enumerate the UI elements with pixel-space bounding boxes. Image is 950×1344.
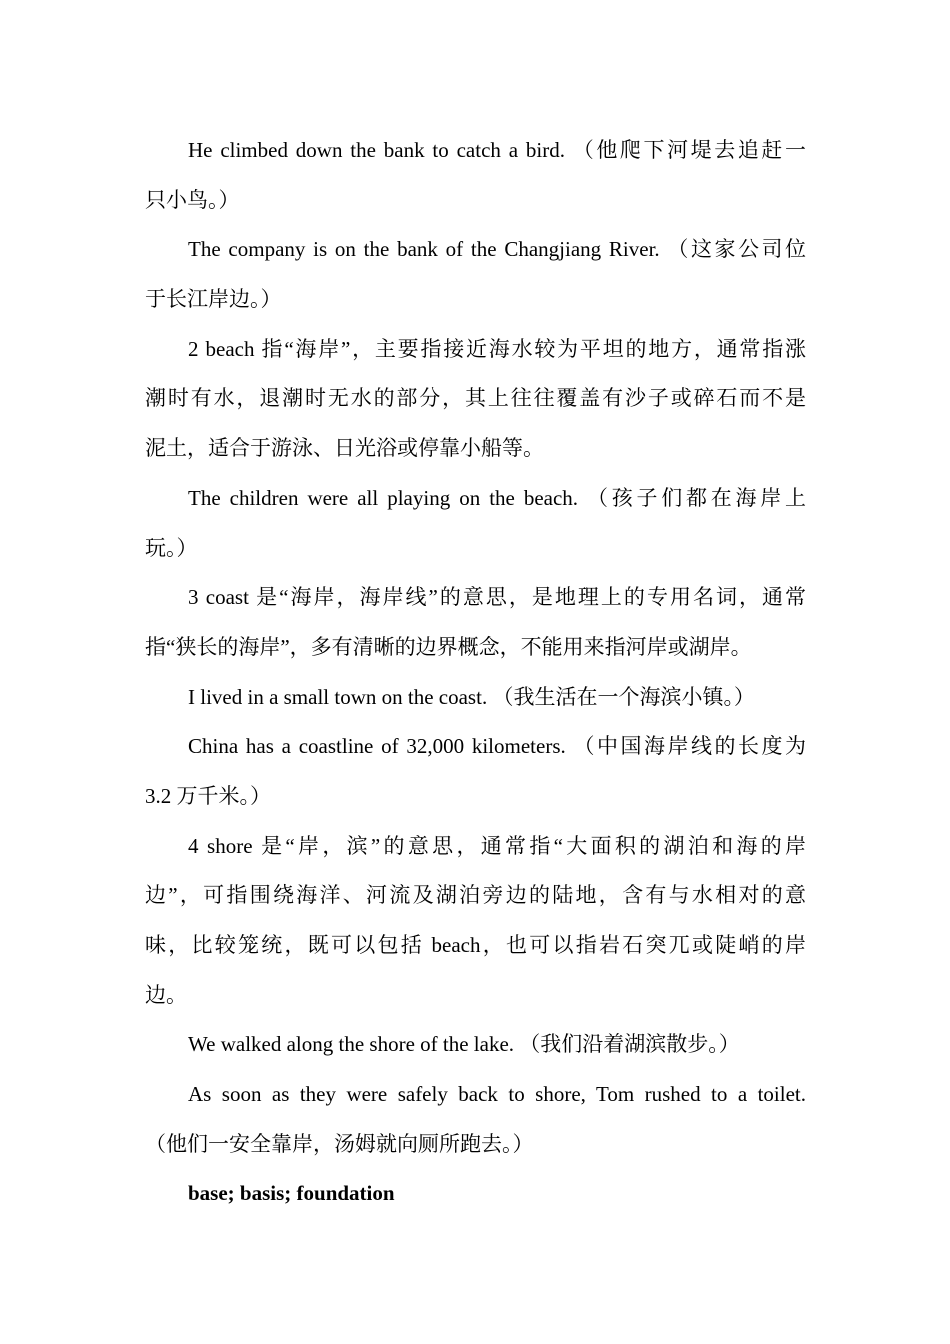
paragraph bbox=[145, 722, 806, 821]
paragraph bbox=[145, 822, 806, 1021]
paragraph bbox=[145, 1020, 806, 1070]
text-line: 潮时有水，退潮时无水的部分，其上往往覆盖有沙子或碎石而不是 bbox=[145, 386, 806, 411]
text-line: 指“狭长的海岸”，多有清晰的边界概念，不能用来指河岸或湖岸。 bbox=[145, 634, 752, 659]
text-line: 边”，可指围绕海洋、河流及湖泊旁边的陆地，含有与水相对的意 bbox=[145, 883, 806, 908]
paragraph bbox=[145, 474, 806, 573]
document-page bbox=[145, 126, 806, 1219]
paragraph bbox=[145, 673, 806, 723]
text-line: 泥土，适合于游泳、日光浴或停靠小船等。 bbox=[145, 436, 544, 461]
text-line: He climbed down the bank to catch a bird. （他爬下河堤去追赶一 bbox=[188, 138, 806, 162]
paragraph bbox=[145, 573, 806, 672]
text-line: （他们一安全靠岸，汤姆就向厕所跑去。） bbox=[145, 1131, 534, 1156]
paragraph bbox=[145, 1070, 806, 1169]
text-line: 4 shore 是“岸，滨”的意思，通常指“大面积的湖泊和海的岸 bbox=[188, 833, 806, 858]
paragraph bbox=[145, 126, 806, 225]
text-line: I lived in a small town on the coast. （我生活在一个海滨小镇。） bbox=[188, 684, 755, 709]
text-line: 玩。） bbox=[145, 535, 198, 560]
text-line: China has a coastline of 32,000 kilometers. （中国海岸线的长度为 bbox=[188, 734, 806, 759]
text-line: The company is on the bank of the Changjiang River. （这家公司位 bbox=[188, 237, 806, 262]
text-line: 于长江岸边。） bbox=[145, 287, 282, 312]
text-line: 边。 bbox=[145, 982, 187, 1007]
text-line: base; basis; foundation bbox=[188, 1181, 395, 1206]
paragraph bbox=[145, 325, 806, 474]
paragraph bbox=[145, 225, 806, 324]
section-heading bbox=[145, 1169, 806, 1219]
text-line: 2 beach 指“海岸”，主要指接近海水较为平坦的地方，通常指涨 bbox=[188, 336, 806, 361]
text-line: 3 coast 是“海岸，海岸线”的意思，是地理上的专用名词，通常 bbox=[188, 585, 806, 610]
text-line: 只小鸟。） bbox=[145, 187, 240, 212]
text-line: As soon as they were safely back to shore, Tom rushed to a toilet. bbox=[188, 1082, 806, 1107]
text-line: 味，比较笼统，既可以包括 beach，也可以指岩石突兀或陡峭的岸 bbox=[145, 933, 806, 957]
text-line: We walked along the shore of the lake. （我们沿着湖滨散步。） bbox=[188, 1032, 740, 1057]
text-line: The children were all playing on the beach. （孩子们都在海岸上 bbox=[188, 485, 806, 510]
text-line: 3.2 万千米。） bbox=[145, 783, 271, 808]
